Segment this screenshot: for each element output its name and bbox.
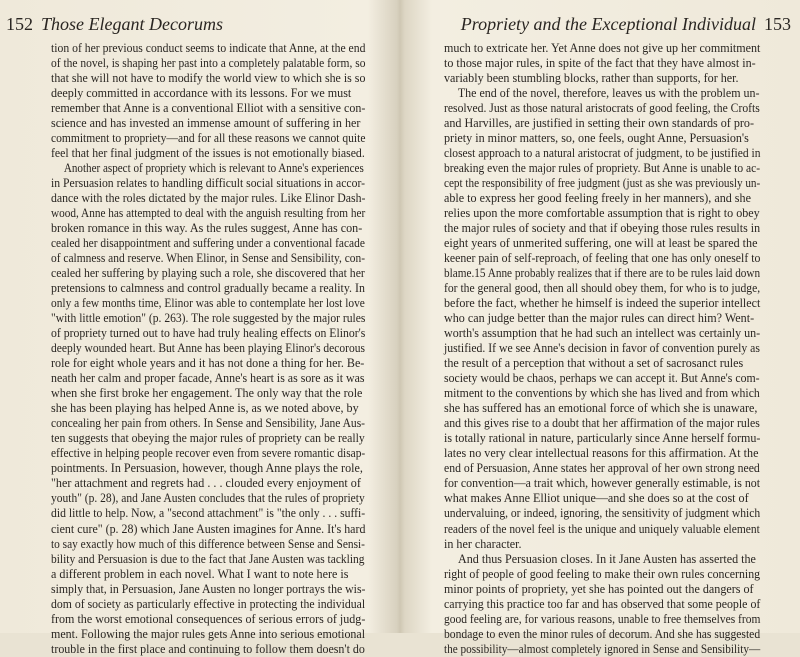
text-line: ment. Following the major rules gets Anne into serious emotional (51, 626, 366, 641)
text-line: justified. If we see Anne's decision in favor of convention purely as (444, 341, 760, 356)
text-line: who can judge better than the major rules can direct him? Went- (444, 311, 755, 326)
text-line: cealed her suffering by playing such a role, she discovered that her (51, 266, 365, 281)
text-line: pointments. In Persuasion, however, though Anne plays the role, (51, 461, 363, 476)
text-line: simply that, in Persuasion, Jane Austen no longer portrays the wis- (51, 581, 366, 596)
text-line: the result of a perception that without a set of sacrosanct rules (444, 356, 744, 371)
text-line: dance with the roles dictated by the major rules. Like Elinor Dash- (51, 191, 366, 206)
text-line: trouble in the first place and continuing to follow them doesn't do (51, 641, 365, 656)
text-line: resolved. Just as those natural aristocrats of good feeling, the Crofts (444, 101, 760, 116)
text-line: The end of the novel, therefore, leaves us with the problem un- (457, 86, 760, 101)
left-running-head-title: Those Elegant Decorums (41, 14, 223, 34)
text-line: bility and Persuasion is due to the fact that Jane Austen was tackling (51, 551, 365, 566)
text-line: end of Persuasion, Anne states her approval of her own strong need (444, 461, 760, 476)
text-line: did little to help. Now, a "second attachment" is "the only . . . suffi- (51, 506, 366, 521)
text-line: cept the responsibility of free judgment (just as she was previously un- (444, 176, 761, 191)
text-line: priety in minor matters, so, one feels, ought Anne, Persuasion's (444, 131, 749, 146)
left-page-number: 152 (6, 14, 33, 34)
text-line: the major rules of society and that if obeying those rules results in (444, 221, 761, 236)
text-line: concealing her pain from others. In Sense and Sensibility, Jane Aus- (51, 416, 366, 431)
right-page-number: 153 (764, 14, 791, 34)
text-line: right of people of good feeling to make their own rules concerning (444, 566, 761, 581)
text-line: broken romance in this way. As the rules suggest, Anne has con- (51, 221, 363, 236)
text-line: society would be chaos, perhaps we can accept it. But Anne's com- (444, 371, 760, 386)
text-line: ten suggests that obeying the major rules of propriety can be really (51, 431, 365, 446)
text-line: good feeling are, for various reasons, unable to free themselves from (444, 611, 761, 626)
text-line: lates no very clear intellectual reasons for this affirmation. At the (444, 446, 759, 461)
text-line: carrying this practice too far and has observed that some people of (444, 596, 761, 611)
text-line: only a few months time, Elinor was able to contemplate her lost love (51, 296, 365, 311)
right-running-head-title: Propriety and the Exceptional Individual (460, 14, 756, 34)
text-line: what makes Anne Elliot unique—and she does so at the cost of (444, 491, 749, 506)
text-line: to those major rules, in spite of the fact that they have almost in- (444, 56, 756, 71)
text-line: when she first broke her engagement. The only way that the role (51, 386, 363, 401)
left-page (0, 0, 398, 656)
text-line: the possibility—almost completely ignored in Sense and Sensibility— (444, 641, 761, 656)
text-line: closest approach to a natural aristocrat of judgment, to be justified in (444, 146, 761, 161)
text-line: she has been playing has helped Anne is, as we noted above, by (51, 401, 359, 416)
text-line: tion of her previous conduct seems to indicate that Anne, at the end (51, 41, 366, 55)
right-running-head (461, 14, 791, 34)
text-line: feel that her final judgment of the issues is not emotionally biased. (51, 146, 365, 161)
text-line: before the fact, whether he himself is indeed the superior intellect (444, 296, 761, 311)
text-line: mitment to the conventions by which she has lived and from which (444, 386, 760, 401)
text-line: readers of the novel feel is the unique and uniquely valuable element (444, 521, 760, 536)
text-line: to say exactly how much of this difference between Sense and Sensi- (51, 536, 365, 551)
text-line: in Persuasion relates to handling difficult social situations in accor- (51, 176, 365, 191)
text-line: and Harvilles, are justified in setting their own standards of pro- (444, 116, 754, 131)
text-line: that she will not have to modify the world view to which she is so (51, 71, 366, 86)
left-running-head (6, 14, 223, 34)
text-line: eight years of unmerited suffering, one will at least be spared the (444, 236, 758, 251)
text-line: for the general good, then all should obey them, for who is to judge, (444, 281, 761, 296)
right-page (402, 0, 800, 656)
text-line: from the worst emotional consequences of serious errors of judg- (51, 611, 366, 626)
text-line: is totally rational in nature, particularly since Anne herself formu- (444, 431, 761, 446)
text-line: keener pain of self-reproach, of feeling that one has only oneself to (444, 251, 761, 266)
text-line: worth's assumption that he had such an intellect was certainly un- (444, 326, 761, 341)
text-line: "her attachment and regrets had . . . clouded every enjoyment of (51, 476, 361, 491)
text-line: "with little emotion" (p. 263). The role suggested by the major rules (51, 311, 366, 326)
text-line: for convention—a trait which, however generally estimable, is not (444, 476, 761, 491)
text-line: deeply wounded heart. But Anne has been playing Elinor's decorous (51, 341, 365, 356)
text-line: dom of society as particularly effective in protecting the individual (51, 596, 366, 611)
text-line: minor points of propriety, yet she has pointed out the dangers of (444, 581, 754, 596)
text-line: science and has invested an immense amount of suffering in her (51, 116, 361, 131)
text-line: deeply committed in accordance with its lessons. For we must (51, 86, 352, 101)
text-line: bondage to even the minor rules of decorum. And she has suggested (444, 626, 761, 641)
text-line: she has suffered has an emotional force of which she is unaware, (444, 401, 758, 416)
text-line: of calmness and reserve. When Elinor, in Sense and Sensibility, con- (51, 251, 366, 266)
text-line: cient cure" (p. 28) which Jane Austen imagines for Anne. It's hard (51, 521, 366, 536)
text-line: in her character. (444, 536, 522, 551)
text-line: remember that Anne is a conventional Elliot with a sensitive con- (51, 101, 366, 116)
text-line: of propriety turned out to have had truly healing effects on Elinor's (51, 326, 366, 341)
text-line: role for eight whole years and it has not done a thing for her. Be- (51, 356, 365, 371)
text-line: wood, Anne has attempted to deal with the anguish resulting from her (51, 206, 366, 221)
text-line: able to express her good feeling freely in her manners), and she (444, 191, 751, 206)
text-line: of the novel, is shaping her past into a completely palatable form, so (51, 56, 366, 71)
text-line: breaking even the major rules of propriety. But Anne is unable to ac- (444, 161, 761, 176)
text-line: pretensions to calmness and control gradually became a reality. In (51, 281, 365, 296)
text-line: And thus Persuasion closes. In it Jane Austen has asserted the (458, 551, 756, 566)
text-line: blame.15 Anne probably realizes that if there are to be rules laid down (444, 266, 761, 281)
right-body-text (444, 41, 760, 657)
text-line: relies upon the more comfortable assumption that is right to obey (444, 206, 760, 221)
text-line: effective in helping people recover even from severe romantic disap- (51, 446, 366, 461)
text-line: much to extricate her. Yet Anne does not give up her commitment (444, 41, 761, 55)
text-line: cealed her disappointment and suffering under a conventional facade (51, 236, 365, 251)
left-body-text (51, 41, 365, 657)
text-line: Another aspect of propriety which is relevant to Anne's experiences (63, 161, 364, 176)
text-line: and this gives rise to a doubt that her affirmation of the major rules (444, 416, 760, 431)
text-line: a different problem in each novel. What I want to note here is (51, 566, 349, 581)
text-line: neath her calm and proper facade, Anne's heart is as sore as it was (51, 371, 365, 386)
text-line: commitment to propriety—and for all these reasons we cannot quite (51, 131, 366, 146)
text-line: variably been stumbling blocks, rather than supports, for her. (444, 71, 739, 86)
text-line: undervaluing, or indeed, ignoring, the sensitivity of judgment which (444, 506, 761, 521)
text-line: youth" (p. 28), and Jane Austen concludes that the rules of propriety (51, 491, 365, 506)
